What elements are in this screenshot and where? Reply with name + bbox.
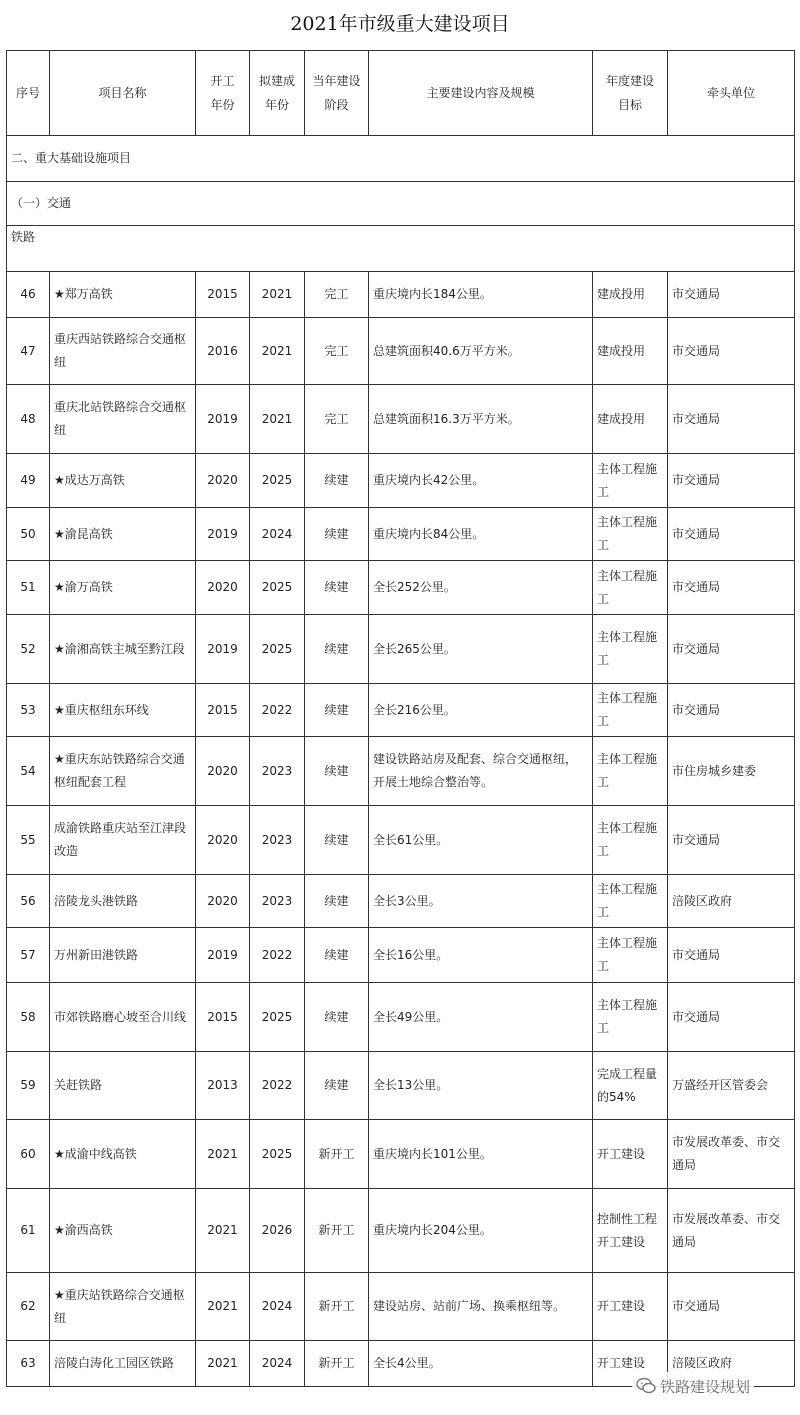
row-start-year: 2019 (196, 508, 250, 561)
row-content: 全长61公里。 (369, 806, 593, 875)
projects-table (6, 50, 795, 1387)
row-no: 62 (7, 1273, 50, 1341)
row-project-name: ★渝湘高铁主城至黔江段 (50, 615, 196, 684)
row-content: 重庆境内长101公里。 (369, 1120, 593, 1189)
header-name: 项目名称 (50, 51, 196, 136)
row-no: 61 (7, 1189, 50, 1273)
row-stage: 新开工 (305, 1273, 369, 1341)
row-goal: 开工建设 (593, 1341, 668, 1387)
header-lead: 牵头单位 (668, 51, 795, 136)
row-stage: 续建 (305, 928, 369, 983)
row-finish-year: 2024 (250, 1273, 305, 1341)
section-major: 二、重大基础设施项目 (7, 136, 795, 182)
row-no: 48 (7, 385, 50, 454)
header-no: 序号 (7, 51, 50, 136)
row-stage: 续建 (305, 1052, 369, 1120)
row-finish-year: 2022 (250, 1052, 305, 1120)
row-stage: 新开工 (305, 1120, 369, 1189)
row-lead-unit: 市交通局 (668, 928, 795, 983)
row-project-name: ★渝万高铁 (50, 561, 196, 615)
row-stage: 续建 (305, 806, 369, 875)
row-start-year: 2019 (196, 385, 250, 454)
row-no: 50 (7, 508, 50, 561)
row-stage: 续建 (305, 454, 369, 508)
row-content: 重庆境内长42公里。 (369, 454, 593, 508)
row-goal: 主体工程施工 (593, 684, 668, 737)
row-start-year: 2016 (196, 318, 250, 385)
row-finish-year: 2022 (250, 928, 305, 983)
row-no: 51 (7, 561, 50, 615)
row-content: 全长13公里。 (369, 1052, 593, 1120)
row-content: 全长4公里。 (369, 1341, 593, 1387)
header-content: 主要建设内容及规模 (369, 51, 593, 136)
row-no: 52 (7, 615, 50, 684)
row-content: 建设铁路站房及配套、综合交通枢纽，开展土地综合整治等。 (369, 737, 593, 806)
row-content: 全长216公里。 (369, 684, 593, 737)
row-lead-unit: 市发展改革委、市交通局 (668, 1189, 795, 1273)
row-start-year: 2020 (196, 454, 250, 508)
row-finish-year: 2024 (250, 1341, 305, 1387)
row-start-year: 2013 (196, 1052, 250, 1120)
table-row (7, 272, 795, 318)
table-row (7, 684, 795, 737)
row-start-year: 2019 (196, 615, 250, 684)
row-stage: 完工 (305, 385, 369, 454)
table-row (7, 454, 795, 508)
row-stage: 续建 (305, 508, 369, 561)
row-finish-year: 2023 (250, 806, 305, 875)
row-content: 总建筑面积16.3万平方米。 (369, 385, 593, 454)
row-no: 55 (7, 806, 50, 875)
table-row (7, 737, 795, 806)
row-lead-unit: 市住房城乡建委 (668, 737, 795, 806)
row-finish-year: 2026 (250, 1189, 305, 1273)
row-lead-unit: 市交通局 (668, 272, 795, 318)
header-stage: 当年建设 阶段 (305, 51, 369, 136)
row-project-name: 涪陵白涛化工园区铁路 (50, 1341, 196, 1387)
row-project-name: ★重庆站铁路综合交通枢纽 (50, 1273, 196, 1341)
row-content: 重庆境内长184公里。 (369, 272, 593, 318)
row-finish-year: 2023 (250, 875, 305, 928)
row-stage: 续建 (305, 875, 369, 928)
row-content: 全长265公里。 (369, 615, 593, 684)
row-goal: 主体工程施工 (593, 615, 668, 684)
row-lead-unit: 市交通局 (668, 806, 795, 875)
row-project-name: ★渝昆高铁 (50, 508, 196, 561)
row-goal: 主体工程施工 (593, 508, 668, 561)
row-finish-year: 2021 (250, 272, 305, 318)
row-lead-unit: 涪陵区政府 (668, 1341, 795, 1387)
section-railway: 铁路 (7, 226, 795, 272)
header-goal: 年度建设 目标 (593, 51, 668, 136)
row-goal: 建成投用 (593, 318, 668, 385)
section-traffic: （一）交通 (7, 182, 795, 226)
row-lead-unit: 万盛经开区管委会 (668, 1052, 795, 1120)
watermark-text: 铁路建设规划 (660, 1377, 751, 1396)
row-no: 63 (7, 1341, 50, 1387)
row-stage: 续建 (305, 561, 369, 615)
row-no: 49 (7, 454, 50, 508)
row-lead-unit: 市交通局 (668, 385, 795, 454)
row-lead-unit: 市交通局 (668, 561, 795, 615)
page-title: 2021年市级重大建设项目 (290, 13, 510, 35)
row-stage: 完工 (305, 272, 369, 318)
row-project-name: 万州新田港铁路 (50, 928, 196, 983)
row-finish-year: 2025 (250, 561, 305, 615)
row-finish-year: 2021 (250, 318, 305, 385)
row-goal: 控制性工程开工建设 (593, 1189, 668, 1273)
row-goal: 主体工程施工 (593, 928, 668, 983)
row-goal: 主体工程施工 (593, 806, 668, 875)
table-row (7, 385, 795, 454)
row-start-year: 2021 (196, 1189, 250, 1273)
table-row (7, 875, 795, 928)
row-lead-unit: 市交通局 (668, 983, 795, 1052)
row-goal: 主体工程施工 (593, 454, 668, 508)
row-project-name: ★郑万高铁 (50, 272, 196, 318)
row-no: 46 (7, 272, 50, 318)
row-finish-year: 2024 (250, 508, 305, 561)
row-content: 全长16公里。 (369, 928, 593, 983)
row-project-name: 市郊铁路磨心坡至合川线 (50, 983, 196, 1052)
row-lead-unit: 市交通局 (668, 454, 795, 508)
row-stage: 续建 (305, 737, 369, 806)
row-no: 54 (7, 737, 50, 806)
table-row (7, 1273, 795, 1341)
row-start-year: 2021 (196, 1273, 250, 1341)
row-project-name: 成渝铁路重庆站至江津段改造 (50, 806, 196, 875)
section-row (7, 136, 795, 182)
table-row (7, 318, 795, 385)
row-start-year: 2021 (196, 1120, 250, 1189)
row-lead-unit: 涪陵区政府 (668, 875, 795, 928)
row-stage: 续建 (305, 983, 369, 1052)
row-start-year: 2020 (196, 737, 250, 806)
row-content: 重庆境内长204公里。 (369, 1189, 593, 1273)
row-no: 57 (7, 928, 50, 983)
header-start-year: 开工 年份 (196, 51, 250, 136)
row-content: 重庆境内长84公里。 (369, 508, 593, 561)
row-no: 47 (7, 318, 50, 385)
row-goal: 建成投用 (593, 385, 668, 454)
row-project-name: 重庆北站铁路综合交通枢纽 (50, 385, 196, 454)
row-goal: 主体工程施工 (593, 561, 668, 615)
table-row (7, 1189, 795, 1273)
header-finish-year: 拟建成 年份 (250, 51, 305, 136)
row-stage: 新开工 (305, 1341, 369, 1387)
row-no: 53 (7, 684, 50, 737)
row-project-name: ★渝西高铁 (50, 1189, 196, 1273)
row-stage: 续建 (305, 684, 369, 737)
row-start-year: 2021 (196, 1341, 250, 1387)
table-row (7, 1120, 795, 1189)
row-finish-year: 2022 (250, 684, 305, 737)
row-lead-unit: 市交通局 (668, 508, 795, 561)
row-project-name: 关赶铁路 (50, 1052, 196, 1120)
row-no: 56 (7, 875, 50, 928)
row-start-year: 2015 (196, 684, 250, 737)
row-content: 全长3公里。 (369, 875, 593, 928)
row-content: 建设站房、站前广场、换乘枢纽等。 (369, 1273, 593, 1341)
row-no: 59 (7, 1052, 50, 1120)
row-finish-year: 2023 (250, 737, 305, 806)
row-finish-year: 2025 (250, 983, 305, 1052)
table-row (7, 615, 795, 684)
table-row (7, 1052, 795, 1120)
watermark (632, 1372, 754, 1400)
row-goal: 建成投用 (593, 272, 668, 318)
row-lead-unit: 市发展改革委、市交通局 (668, 1120, 795, 1189)
section-row (7, 182, 795, 226)
row-goal: 主体工程施工 (593, 737, 668, 806)
row-no: 58 (7, 983, 50, 1052)
row-project-name: 重庆西站铁路综合交通枢纽 (50, 318, 196, 385)
row-project-name: 涪陵龙头港铁路 (50, 875, 196, 928)
table-row (7, 508, 795, 561)
row-project-name: ★成渝中线高铁 (50, 1120, 196, 1189)
row-finish-year: 2025 (250, 615, 305, 684)
row-project-name: ★重庆枢纽东环线 (50, 684, 196, 737)
row-goal: 主体工程施工 (593, 983, 668, 1052)
header-row (7, 51, 795, 136)
row-finish-year: 2021 (250, 385, 305, 454)
row-project-name: ★成达万高铁 (50, 454, 196, 508)
row-start-year: 2020 (196, 875, 250, 928)
row-stage: 续建 (305, 615, 369, 684)
row-start-year: 2015 (196, 272, 250, 318)
row-finish-year: 2025 (250, 1120, 305, 1189)
row-stage: 完工 (305, 318, 369, 385)
row-start-year: 2015 (196, 983, 250, 1052)
row-content: 总建筑面积40.6万平方米。 (369, 318, 593, 385)
row-goal: 完成工程量的54% (593, 1052, 668, 1120)
row-goal: 开工建设 (593, 1120, 668, 1189)
row-goal: 主体工程施工 (593, 875, 668, 928)
row-content: 全长252公里。 (369, 561, 593, 615)
row-lead-unit: 市交通局 (668, 615, 795, 684)
row-finish-year: 2025 (250, 454, 305, 508)
table-row (7, 561, 795, 615)
row-project-name: ★重庆东站铁路综合交通枢纽配套工程 (50, 737, 196, 806)
row-start-year: 2020 (196, 806, 250, 875)
row-lead-unit: 市交通局 (668, 684, 795, 737)
table-row (7, 983, 795, 1052)
row-stage: 新开工 (305, 1189, 369, 1273)
row-start-year: 2019 (196, 928, 250, 983)
table-row (7, 806, 795, 875)
row-goal: 开工建设 (593, 1273, 668, 1341)
section-row (7, 226, 795, 272)
row-no: 60 (7, 1120, 50, 1189)
row-lead-unit: 市交通局 (668, 1273, 795, 1341)
row-content: 全长49公里。 (369, 983, 593, 1052)
chat-bubble-icon (636, 1376, 656, 1396)
row-start-year: 2020 (196, 561, 250, 615)
table-row (7, 928, 795, 983)
row-lead-unit: 市交通局 (668, 318, 795, 385)
